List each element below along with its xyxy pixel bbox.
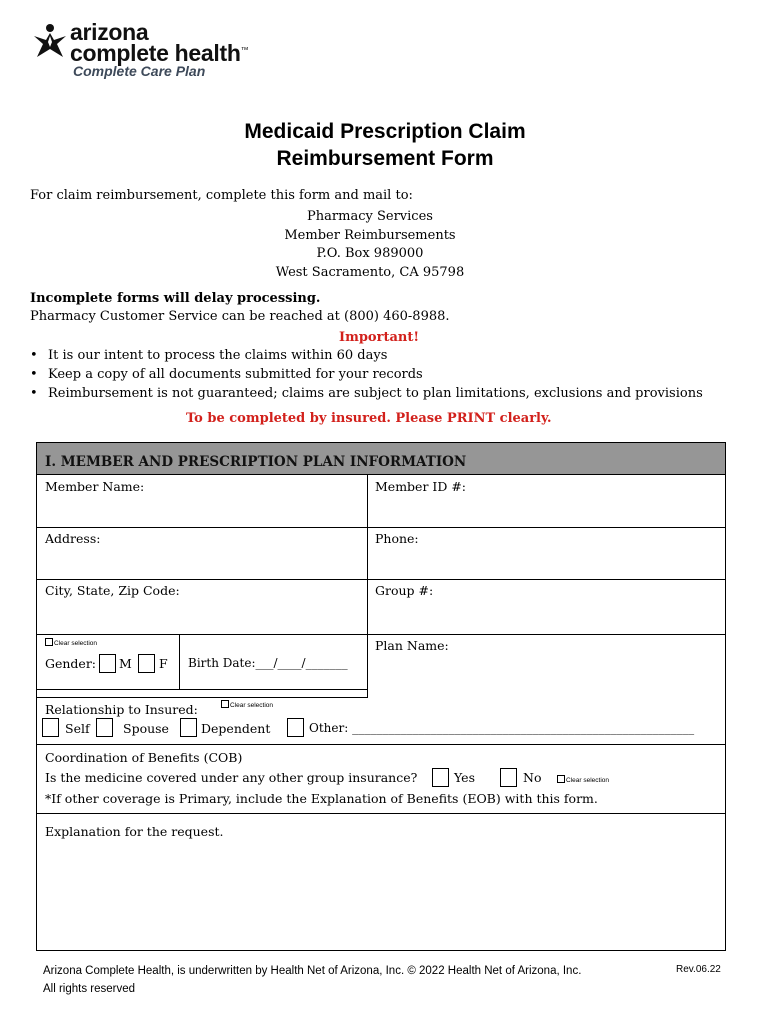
relationship-other-checkbox[interactable] <box>287 718 304 737</box>
cob-no-checkbox[interactable] <box>500 768 517 787</box>
cob-yes-label: Yes <box>454 770 475 785</box>
list-item: • Keep a copy of all documents submitted for your records <box>30 367 423 382</box>
section-header: I. MEMBER AND PRESCRIPTION PLAN INFORMATION <box>37 443 725 474</box>
phone-label: Phone: <box>375 531 419 546</box>
explanation-textarea[interactable] <box>40 845 722 945</box>
explanation-label: Explanation for the request. <box>45 824 224 839</box>
gender-clear-selection[interactable]: Clear selection <box>45 638 97 647</box>
page-title-line2: Reimbursement Form <box>276 147 494 170</box>
cob-yes-checkbox[interactable] <box>432 768 449 787</box>
gender-f-checkbox[interactable] <box>138 654 155 673</box>
logo-text-complete-care-plan: Complete Care Plan <box>73 63 206 79</box>
footer-rights: All rights reserved <box>43 983 136 995</box>
cob-clear-selection[interactable]: Clear selection <box>557 775 609 784</box>
city-state-zip-label: City, State, Zip Code: <box>45 583 180 598</box>
intro-text: For claim reimbursement, complete this form and mail to: <box>30 188 413 203</box>
customer-service-text: Pharmacy Customer Service can be reached at (800) 460-8988. <box>30 309 450 324</box>
relationship-self-checkbox[interactable] <box>42 718 59 737</box>
warning-text: Incomplete forms will delay processing. <box>30 291 321 306</box>
relationship-other-field[interactable]: Other: _________________________________________________________ <box>309 721 695 735</box>
member-name-label: Member Name: <box>45 479 145 494</box>
logo-text-complete-health: complete health™ <box>70 40 249 66</box>
cob-title: Coordination of Benefits (COB) <box>45 750 243 765</box>
relationship-label: Relationship to Insured: <box>45 702 198 717</box>
list-item: • It is our intent to process the claims within 60 days <box>30 348 387 363</box>
relationship-spouse-checkbox[interactable] <box>96 718 113 737</box>
group-label: Group #: <box>375 583 434 598</box>
list-item: • Reimbursement is not guaranteed; claims are subject to plan limitations, exclusions and provisions <box>30 386 703 401</box>
mail-address-line: West Sacramento, CA 95798 <box>275 265 465 280</box>
mail-address-line: P.O. Box 989000 <box>316 246 424 261</box>
cob-no-label: No <box>523 770 542 785</box>
gender-m-label: M <box>119 656 132 671</box>
footer-revision: Rev.06.22 <box>676 964 721 975</box>
gender-label: Gender: <box>45 656 97 671</box>
instruction-text: To be completed by insured. Please PRINT clearly. <box>186 411 552 426</box>
page-title-line1: Medicaid Prescription Claim <box>244 120 526 143</box>
mail-address-line: Member Reimbursements <box>284 228 456 243</box>
mail-address-line: Pharmacy Services <box>307 209 433 224</box>
relationship-spouse-label: Spouse <box>123 721 169 736</box>
relationship-dependent-checkbox[interactable] <box>180 718 197 737</box>
birth-date-field[interactable]: Birth Date:___/____/_______ <box>188 656 348 670</box>
relationship-dependent-label: Dependent <box>201 721 271 736</box>
footer-copyright: Arizona Complete Health, is underwritten by Health Net of Arizona, Inc. © 2022 Health Net of Arizona, Inc. <box>43 965 582 977</box>
address-label: Address: <box>45 531 101 546</box>
important-heading: Important! <box>339 330 420 345</box>
member-id-label: Member ID #: <box>375 479 467 494</box>
relationship-self-label: Self <box>65 721 90 736</box>
logo-text-arizona: arizona <box>70 19 149 45</box>
gender-m-checkbox[interactable] <box>99 654 116 673</box>
relationship-clear-selection[interactable]: Clear selection <box>221 700 273 709</box>
gender-f-label: F <box>159 656 168 671</box>
plan-name-label: Plan Name: <box>375 638 449 653</box>
cob-note: *If other coverage is Primary, include the Explanation of Benefits (EOB) with this form. <box>45 791 598 806</box>
cob-question: Is the medicine covered under any other group insurance? <box>45 770 418 785</box>
star-person-icon <box>30 22 70 62</box>
